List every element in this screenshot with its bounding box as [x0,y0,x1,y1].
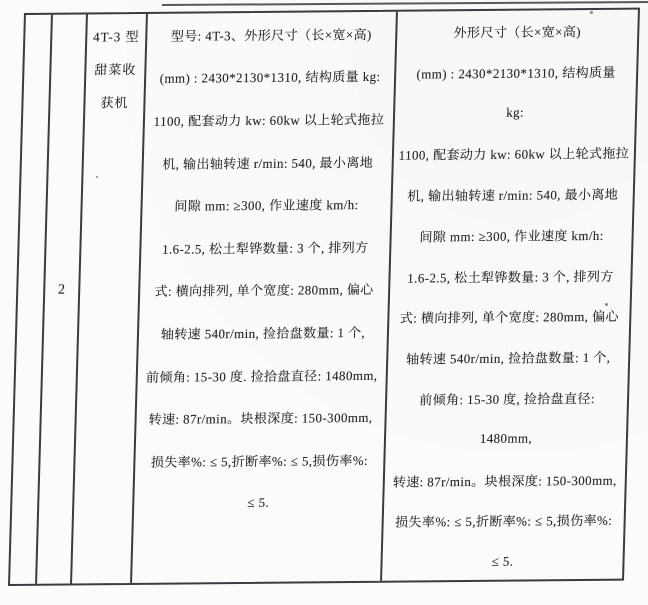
text-line: (mm) : 2430*2130*1310, 结构质量 [416,64,617,82]
text-line: 甜菜收 [94,62,137,78]
text-line: 损失率%: ≤ 5,折断率%: ≤ 5,损伤率%: [150,452,369,470]
spec-cell-right [382,10,638,581]
text-line: 机, 输出轴转速 r/min: 540, 最小离地 [162,154,374,172]
text-line: 1480mm, [479,430,533,447]
spec-cell-left [132,12,398,583]
text-line: kg: [505,104,525,120]
text-line: 损失率%: ≤ 5,折断率%: ≤ 5,损伤率%: [394,513,613,531]
text-line: 1.6-2.5, 松土犁铧数量: 3 个, 排列方 [407,268,614,286]
text-line: 获机 [100,95,129,111]
text-line: ≤ 5. [247,494,270,510]
text-line: 前倾角: 15-30 度. 捡拾盘直径: 1480mm, [145,367,378,385]
text-line: 型号: 4T-3、外形尺寸（长×宽×高) [170,26,372,44]
text-line: 1.6-2.5, 松土犁铧数量: 3 个, 排列方 [161,239,369,257]
text-line: 轴转速 540r/min, 捡拾盘数量: 1 个, [405,350,611,367]
text-line: 外形尺寸（长×宽×高) [453,24,582,41]
text-line: 1100, 配套动力 kw: 60kw 以上轮式拖拉 [153,111,385,129]
text-line: 1100, 配套动力 kw: 60kw 以上轮式拖拉 [398,145,630,163]
cropped-row-artifact-line [162,1,648,6]
spec-table [8,8,640,586]
text-line: 转速: 87r/min。块根深度: 150-300mm, [392,472,617,490]
text-line: 转速: 87r/min。块根深度: 150-300mm, [148,409,373,427]
text-line: 间隙 mm: ≥300, 作业速度 km/h: [174,197,359,214]
text-line: 4T-3 型 [92,28,140,45]
text-line: 间隙 mm: ≥300, 作业速度 km/h: [419,227,604,245]
text-line: 机, 输出轴转速 r/min: 540, 最小离地 [407,186,619,204]
text-line: 前倾角: 15-30 度, 捡拾盘直径: [419,390,596,408]
text-line: (mm) : 2430*2130*1310, 结构质量 kg: [159,69,381,87]
text-line: ≤ 5. [491,553,514,569]
text-line: 式: 横向排列, 单个宽度: 280mm, 偏心 [154,282,374,300]
text-line: 轴转速 540r/min, 捡拾盘数量: 1 个, [160,324,366,342]
text-line: 式: 横向排列, 单个宽度: 280mm, 偏心 [399,309,620,327]
row-index: 2 [57,282,66,298]
